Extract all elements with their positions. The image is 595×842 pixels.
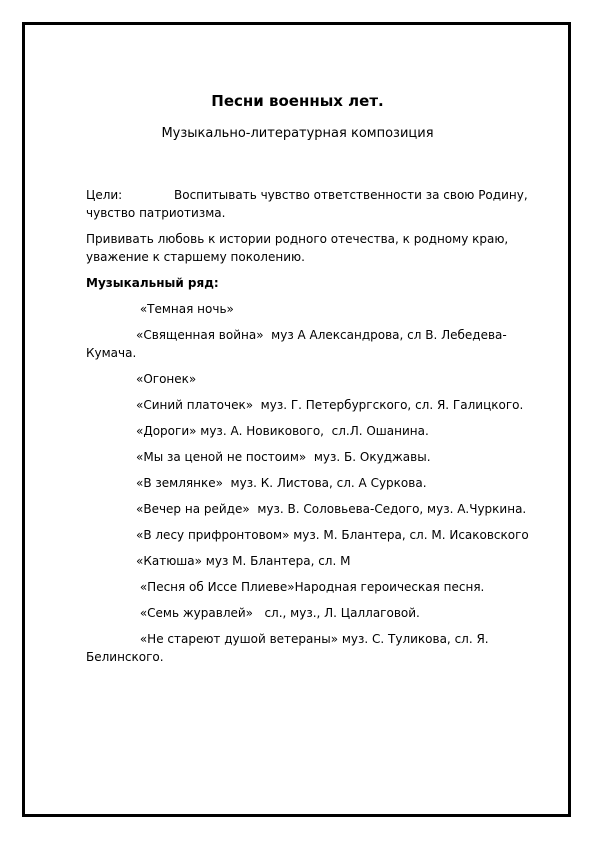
song-item-8: «Вечер на рейде» муз. В. Соловьева-Седого, муз. А.Чуркина. [136,502,527,516]
goals-text-1: Воспитывать чувство ответственности за свою Родину, чувство патриотизма. [86,188,528,220]
page-title: Песни военных лет. [211,92,384,110]
song-item-3: «Огонек» [136,372,197,386]
song-item-10: «Катюша» муз М. Блантера, сл. М [136,554,351,568]
page-subtitle: Музыкально-литературная композиция [161,126,434,141]
song-item-4: «Синий платочек» муз. Г. Петербургского, сл. Я. Галицкого. [136,398,524,412]
song-item-13: «Не стареют душой ветераны» муз. С. Туликова, сл. Я. Белинского. [86,632,493,664]
song-item-1: «Темная ночь» [136,302,234,316]
song-item-2: «Священная война» муз А Александрова, сл В. Лебедева-Кумача. [86,328,507,360]
song-item-6: «Мы за ценой не постоим» муз. Б. Окуджавы. [136,450,431,464]
music-heading: Музыкальный ряд: [86,276,219,290]
goals-text-2: Прививать любовь к истории родного отечества, к родному краю, уважение к старшему поколению. [86,232,509,264]
goals-label: Цели: [86,188,123,202]
song-item-9: «В лесу прифронтовом» муз. М. Блантера, сл. М. Исаковского [136,528,529,542]
song-item-7: «В землянке» муз. К. Листова, сл. А Суркова. [136,476,427,490]
song-item-12: «Семь журавлей» сл., муз., Л. Цаллаговой. [136,606,420,620]
goals-paragraph [86,186,541,222]
song-item-5: «Дороги» муз. А. Новикового, сл.Л. Ошанина. [136,424,429,438]
document-body [86,186,541,674]
song-item-11: «Песня об Иссе Плиеве»Народная героическая песня. [136,580,485,594]
